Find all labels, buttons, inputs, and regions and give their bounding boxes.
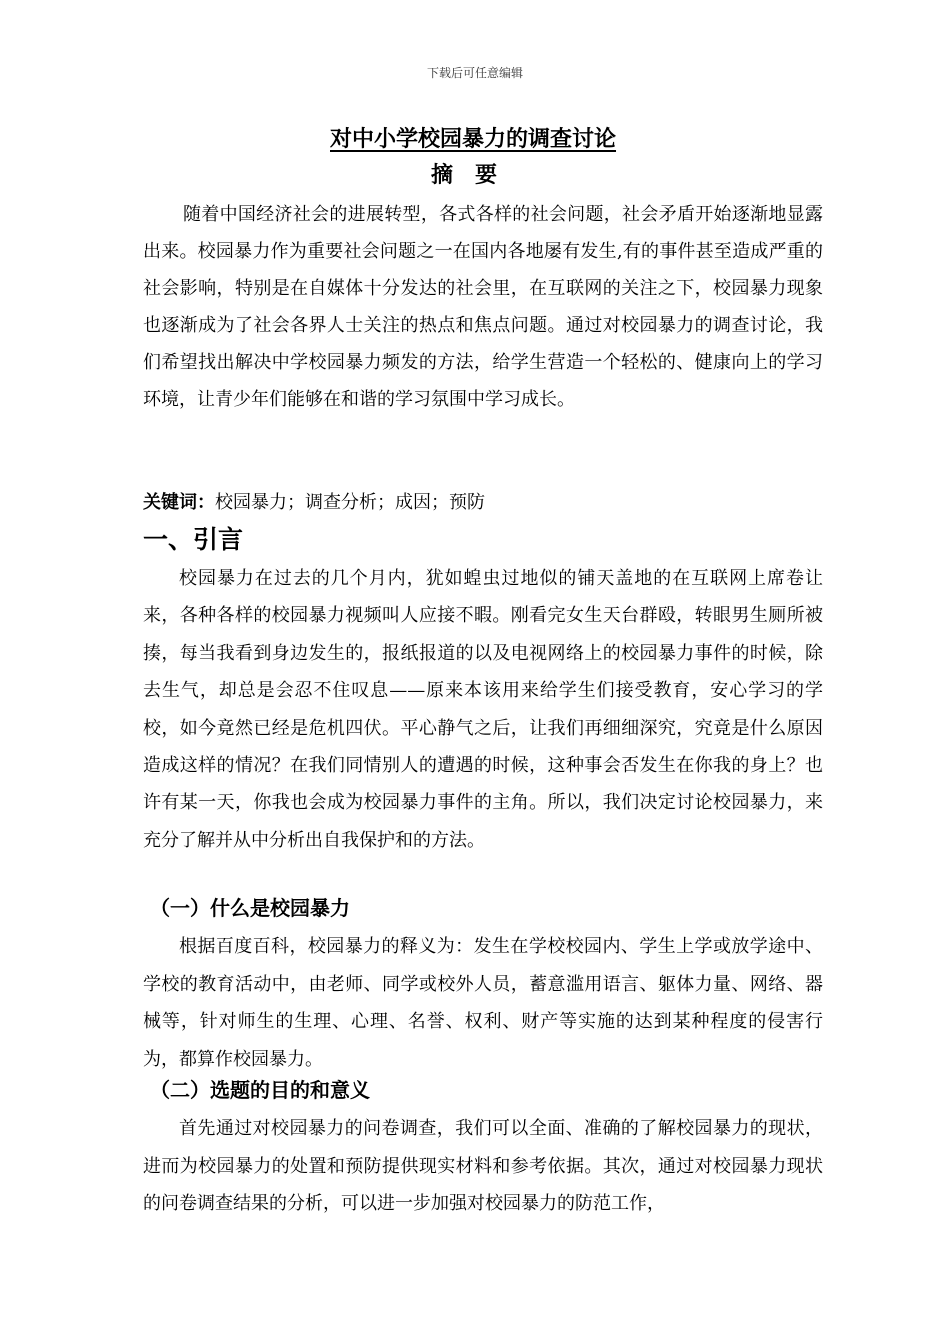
definition-paragraph: 根据百度百科，校园暴力的释义为：发生在学校校园内、学生上学或放学途中、学校的教育活动中，由老师、同学或校外人员，蓄意滥用语言、躯体力量、网络、器械等，针对师生的生理、心理、名誉、权利、财产等实施的达到某种程度的侵害行为，都算作校园暴力。 [143, 936, 823, 1070]
section-heading-introduction: 一、引言 [143, 525, 244, 554]
introduction-paragraph: 校园暴力在过去的几个月内，犹如蝗虫过地似的铺天盖地的在互联网上席卷让来，各种各样的校园暴力视频叫人应接不暇。刚看完女生天台群殴，转眼男生厕所被揍，每当我看到身边发生的，报纸报道的以及电视网络上的校园暴力事件的时候，除去生气，却总是会忍不住叹息——原来本该用来给学生们接受教育，安心学习的学校，如今竟然已经是危机四伏。平心静气之后，让我们再细细深究，究竟是什么原因造成这样的情况？在我们同情别人的遭遇的时候，这种事会否发生在你我的身上？也许有某一天，你我也会成为校园暴力事件的主角。所以，我们决定讨论校园暴力，来充分了解并从中分析出自我保护和的方法。 [143, 568, 823, 851]
purpose-paragraph: 首先通过对校园暴力的问卷调查，我们可以全面、准确的了解校园暴力的现状，进而为校园暴力的处置和预防提供现实材料和参考依据。其次，通过对校园暴力现状的问卷调查结果的分析，可以进一步加强对校园暴力的防范工作， [143, 1118, 823, 1214]
abstract-heading [0, 158, 950, 189]
abstract-paragraph: 随着中国经济社会的进展转型，各式各样的社会问题，社会矛盾开始逐渐地显露出来。校园暴力作为重要社会问题之一在国内各地屡有发生,有的事件甚至造成严重的社会影响，特别是在自媒体十分发达的社会里，在互联网的关注之下，校园暴力现象也逐渐成为了社会各界人士关注的热点和焦点问题。通过对校园暴力的调查讨论，我们希望找出解决中学校园暴力频发的方法，给学生营造一个轻松的、健康向上的学习环境，让青少年们能够在和谐的学习氛围中学习成长。 [143, 204, 823, 410]
keywords-line [143, 488, 485, 514]
keywords-value: 校园暴力；调查分析；成因；预防 [215, 492, 485, 513]
document-title: 对中小学校园暴力的调查讨论 [330, 126, 617, 152]
keywords-label: 关键词： [143, 492, 215, 513]
subsection-heading-purpose: （二）选题的目的和意义 [150, 1078, 370, 1102]
subsection-heading-definition: （一）什么是校园暴力 [150, 896, 350, 920]
abstract-heading-text: 摘要 [430, 162, 519, 188]
page-header-note: 下载后可任意编辑 [426, 66, 523, 80]
